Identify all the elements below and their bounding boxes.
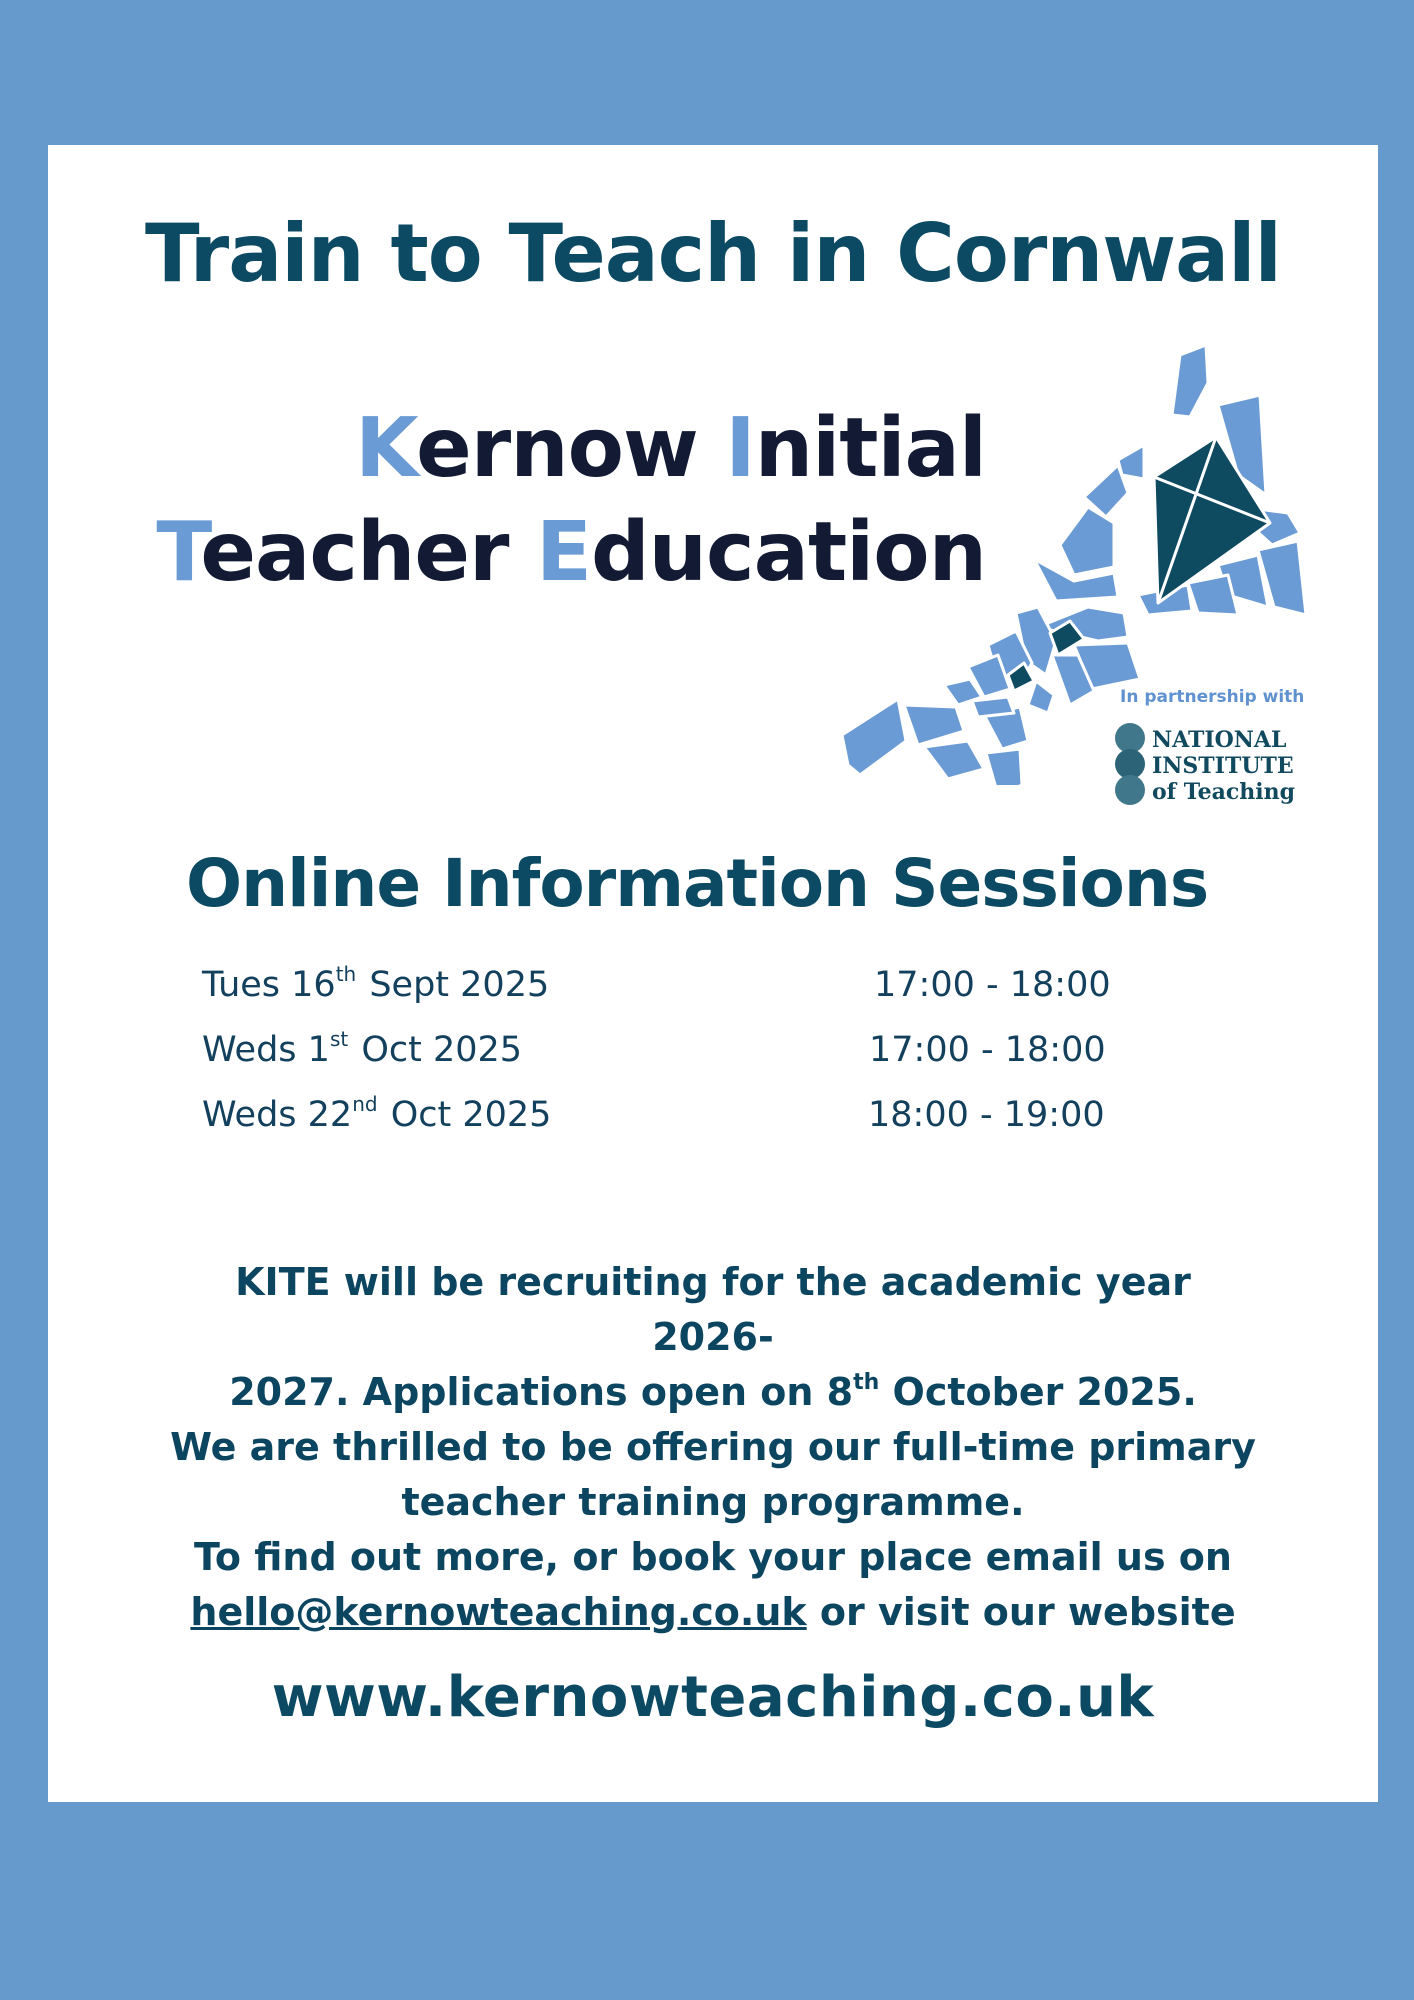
info-line-4: teacher training programme.	[401, 1480, 1025, 1524]
info-line-1: KITE will be recruiting for the academic year 2026-	[235, 1260, 1191, 1359]
sessions-heading: Online Information Sessions	[186, 845, 1209, 922]
session-date: Tues 16th Sept 2025	[202, 962, 550, 1005]
session-date: Weds 1st Oct 2025	[202, 1027, 523, 1070]
info-line-5: To find out more, or book your place email us on	[194, 1535, 1232, 1579]
page-title: Train to Teach in Cornwall	[145, 207, 1281, 300]
cornwall-kite-map-icon	[788, 345, 1348, 785]
brand-word-education: ducation	[590, 505, 986, 600]
info-line-6: hello@kernowteaching.co.uk or visit our website	[190, 1590, 1236, 1634]
brand-word-teacher: eacher	[200, 505, 536, 600]
email-link[interactable]: hello@kernowteaching.co.uk	[190, 1590, 807, 1634]
session-time: 18:00 - 19:00	[868, 1095, 1105, 1135]
brand-word-kernow: ernow	[416, 401, 726, 496]
session-time: 17:00 - 18:00	[869, 1030, 1106, 1070]
brand-initial-t: T	[156, 505, 201, 600]
nit-line-3: of Teaching	[1152, 779, 1296, 805]
brand-initial-k: K	[355, 401, 417, 496]
brand-initial-e: E	[535, 505, 591, 600]
session-row	[202, 1027, 1162, 1090]
recruitment-info	[168, 1255, 1258, 1640]
website-url[interactable]: www.kernowteaching.co.uk	[271, 1665, 1155, 1730]
national-institute-logo-text	[1152, 727, 1295, 805]
national-institute-logo-icon	[1112, 723, 1152, 805]
info-line-3: We are thrilled to be offering our full-time primary	[170, 1425, 1256, 1469]
brand-word-initial: nitial	[754, 401, 986, 496]
nit-line-2: INSTITUTE	[1152, 753, 1294, 779]
partnership-label: In partnership with	[1120, 687, 1305, 707]
nit-line-1: NATIONAL	[1152, 727, 1287, 753]
session-time: 17:00 - 18:00	[874, 965, 1111, 1005]
brand-initial-i: I	[725, 401, 755, 496]
poster-page	[48, 145, 1378, 1802]
info-line-2: 2027. Applications open on 8th October 2025.	[229, 1370, 1197, 1414]
session-row	[202, 962, 1162, 1025]
session-row	[202, 1092, 1162, 1155]
session-date: Weds 22nd Oct 2025	[202, 1092, 552, 1135]
